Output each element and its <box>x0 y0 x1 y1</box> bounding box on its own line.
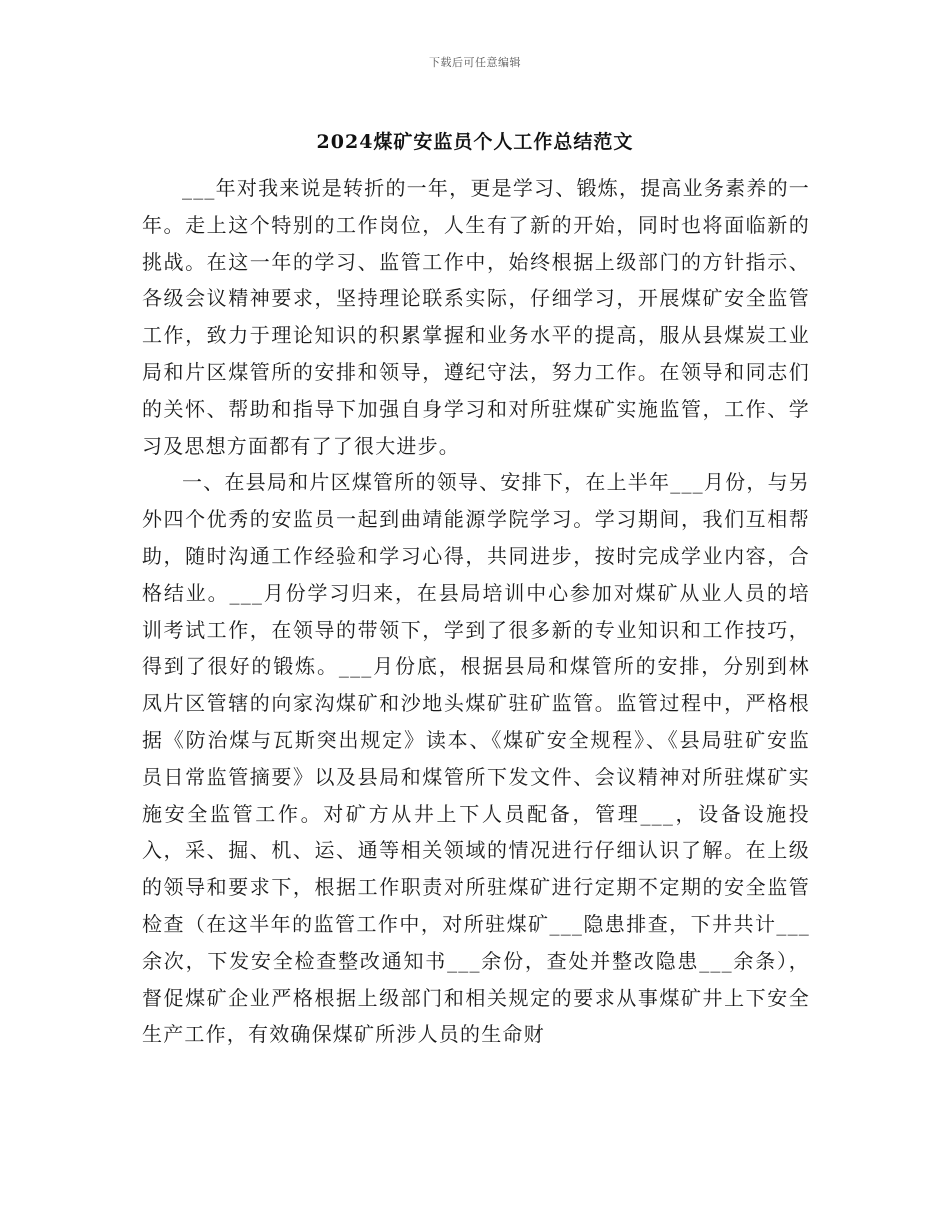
header-note: 下载后可任意编辑 <box>429 56 521 69</box>
document-body <box>142 170 810 1053</box>
paragraph-intro: ___年对我来说是转折的一年，更是学习、锻炼，提高业务素养的一年。走上这个特别的工作岗位，人生有了新的开始，同时也将面临新的挑战。在这一年的学习、监管工作中，始终根据上级部门的方针指示、各级会议精神要求，坚持理论联系实际，仔细学习，开展煤矿安全监管工作，致力于理论知识的积累掌握和业务水平的提高，服从县煤炭工业局和片区煤管所的安排和领导，遵纪守法，努力工作。在领导和同志们的关怀、帮助和指导下加强自身学习和对所驻煤矿实施监管，工作、学习及思想方面都有了了很大进步。 <box>142 176 810 458</box>
paragraph-section-one: 一、在县局和片区煤管所的领导、安排下，在上半年___月份，与另外四个优秀的安监员一起到曲靖能源学院学习。学习期间，我们互相帮助，随时沟通工作经验和学习心得，共同进步，按时完成学业内容，合格结业。___月份学习归来，在县局培训中心参加对煤矿从业人员的培训考试工作，在领导的带领下，学到了很多新的专业知识和工作技巧，得到了很好的锻炼。___月份底，根据县局和煤管所的安排，分别到林凤片区管辖的向家沟煤矿和沙地头煤矿驻矿监管。监管过程中，严格根据《防治煤与瓦斯突出规定》读本、《煤矿安全规程》、《县局驻矿安监员日常监管摘要》以及县局和煤管所下发文件、会议精神对所驻煤矿实施安全监管工作。对矿方从井上下人员配备，管理___，设备设施投入，采、掘、机、运、通等相关领域的情况进行仔细认识了解。在上级的领导和要求下，根据工作职责对所驻煤矿进行定期不定期的安全监管检查（在这半年的监管工作中，对所驻煤矿___隐患排查，下井共计___余次，下发安全检查整改通知书___余份，查处并整改隐患___余条），督促煤矿企业严格根据上级部门和相关规定的要求从事煤矿井上下安全生产工作，有效确保煤矿所涉人员的生命财 <box>142 470 810 1047</box>
document-title: 2024煤矿安监员个人工作总结范文 <box>316 131 634 153</box>
